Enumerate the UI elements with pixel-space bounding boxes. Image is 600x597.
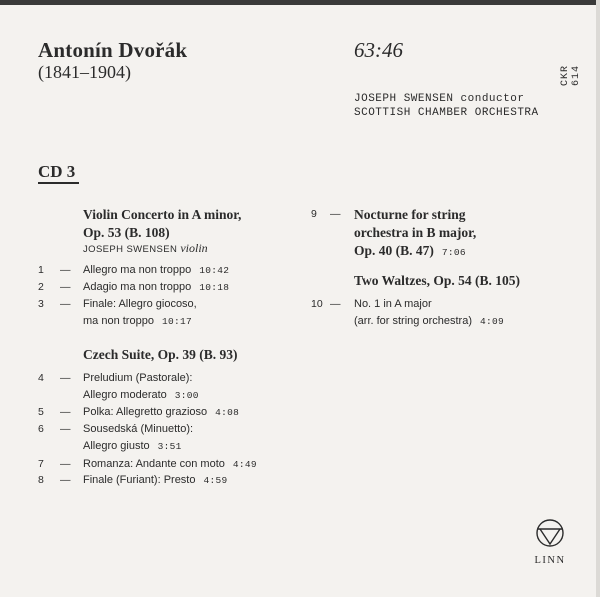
track-number: 2 xyxy=(38,281,44,293)
track-number: 7 xyxy=(38,458,44,470)
track-time: 4:59 xyxy=(203,475,228,486)
track-time: 4:08 xyxy=(215,407,240,418)
track-dash: — xyxy=(60,281,71,293)
work-title-line: Nocturne for string xyxy=(354,207,466,222)
credit-orchestra: SCOTTISH CHAMBER ORCHESTRA xyxy=(354,107,539,119)
track-title-text: Finale: Allegro giocoso, xyxy=(83,298,197,310)
top-border xyxy=(0,0,600,5)
track-title xyxy=(354,296,504,330)
track-time: 4:49 xyxy=(232,459,257,470)
track-dash: — xyxy=(60,423,71,435)
right-edge xyxy=(596,0,600,597)
track-time: 7:06 xyxy=(441,247,466,258)
track-time: 10:18 xyxy=(199,282,230,293)
track-title xyxy=(83,456,257,473)
track-number: 8 xyxy=(38,474,44,486)
catalog-number: CKR 614 xyxy=(560,64,582,86)
track-title-text: No. 1 in A major xyxy=(354,298,432,310)
work-title-czech-suite: Czech Suite, Op. 39 (B. 93) xyxy=(83,347,238,362)
track-title xyxy=(83,421,193,455)
track-dash: — xyxy=(60,458,71,470)
total-duration: 63:46 xyxy=(354,38,403,62)
track-title-text: Polka: Allegretto grazioso xyxy=(83,406,208,418)
track-number: 10 xyxy=(311,298,323,310)
work-title-line: Violin Concerto in A minor, xyxy=(83,207,242,222)
track-time: 3:51 xyxy=(157,441,182,452)
composer-dates: (1841–1904) xyxy=(38,62,131,82)
track-title-text: ma non troppo xyxy=(83,315,154,327)
linn-logo xyxy=(532,518,568,566)
work-title-nocturne xyxy=(354,206,476,262)
track-number: 6 xyxy=(38,423,44,435)
cd-label-underline xyxy=(38,182,79,184)
track-time: 4:09 xyxy=(479,316,504,327)
work-title-waltzes: Two Waltzes, Op. 54 (B. 105) xyxy=(354,273,521,288)
track-title-text: Allegro ma non troppo xyxy=(83,264,192,276)
track-title-text: Allegro moderato xyxy=(83,389,167,401)
track-number: 3 xyxy=(38,298,44,310)
linn-logo-icon xyxy=(535,518,565,548)
track-title xyxy=(83,279,229,296)
track-number: 4 xyxy=(38,372,44,384)
cd-label: CD 3 xyxy=(38,162,76,181)
soloist-credit xyxy=(83,241,208,256)
track-time: 10:42 xyxy=(199,265,230,276)
track-time: 3:00 xyxy=(174,390,199,401)
track-title xyxy=(83,370,199,404)
track-time: 10:17 xyxy=(161,316,192,327)
track-title-text: Romanza: Andante con moto xyxy=(83,458,225,470)
track-title xyxy=(83,262,229,279)
track-number: 5 xyxy=(38,406,44,418)
track-title-text: Sousedská (Minuetto): xyxy=(83,423,194,435)
track-title-text: Allegro giusto xyxy=(83,440,150,452)
track-dash: — xyxy=(60,298,71,310)
credit-conductor: JOSEPH SWENSEN conductor xyxy=(354,93,525,105)
track-dash: — xyxy=(330,298,341,310)
track-dash: — xyxy=(330,208,341,220)
track-dash: — xyxy=(60,406,71,418)
track-title-text: Finale (Furiant): Presto xyxy=(83,474,196,486)
work-title-line: Op. 40 (B. 47) xyxy=(354,243,434,258)
track-title xyxy=(83,296,197,330)
track-title-text: (arr. for string orchestra) xyxy=(354,315,472,327)
soloist-role: violin xyxy=(180,241,208,255)
composer-name: Antonín Dvořák xyxy=(38,38,188,62)
track-title-text: Preludium (Pastorale): xyxy=(83,372,193,384)
track-title-text: Adagio ma non troppo xyxy=(83,281,192,293)
track-dash: — xyxy=(60,474,71,486)
track-number: 1 xyxy=(38,264,44,276)
track-number: 9 xyxy=(311,208,317,220)
linn-logo-text: LINN xyxy=(534,555,566,566)
track-title xyxy=(83,404,239,421)
work-title-violin-concerto xyxy=(83,206,241,242)
work-title-line: Op. 53 (B. 108) xyxy=(83,225,170,240)
soloist-name: JOSEPH SWENSEN xyxy=(83,244,178,255)
track-title xyxy=(83,472,228,489)
track-dash: — xyxy=(60,372,71,384)
track-dash: — xyxy=(60,264,71,276)
work-title-line: orchestra in B major, xyxy=(354,225,477,240)
